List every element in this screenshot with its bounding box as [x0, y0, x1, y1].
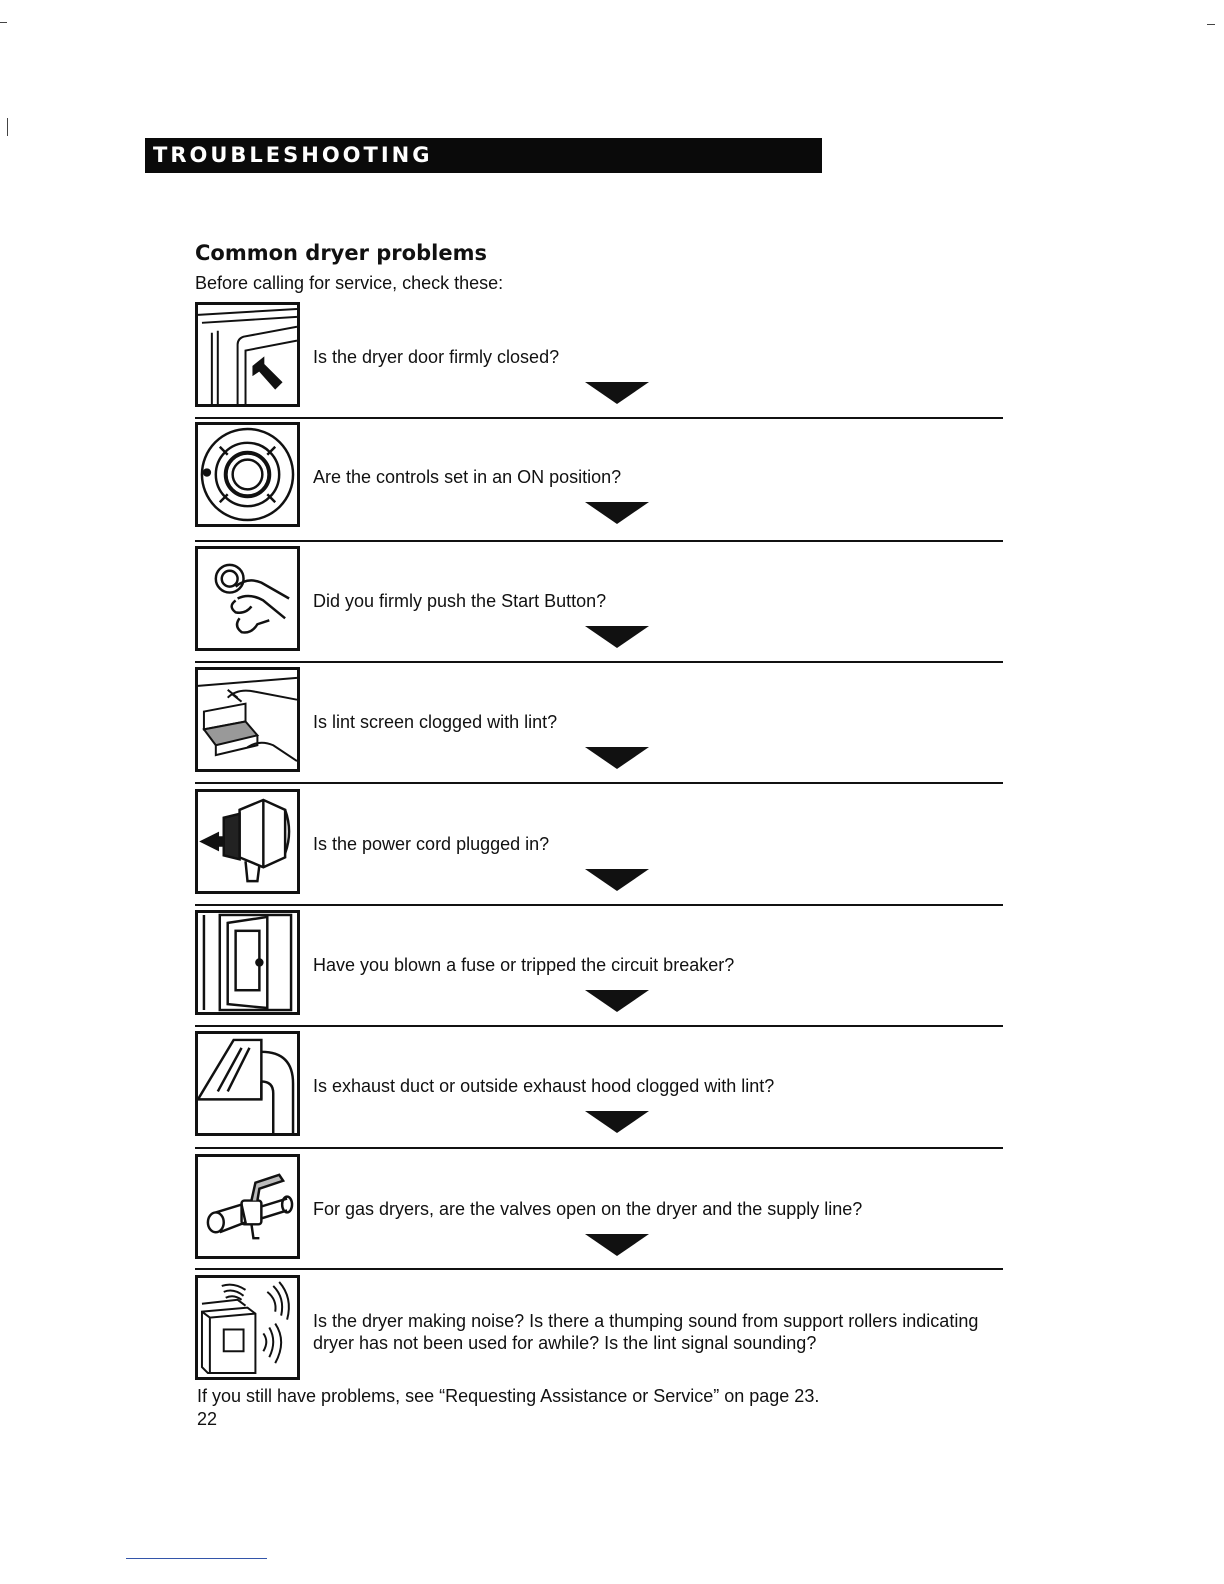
power-plug-icon	[195, 789, 300, 894]
check-question: Is the dryer door firmly closed?	[313, 347, 560, 367]
exhaust-hood-icon	[195, 1031, 300, 1136]
control-knob-icon	[195, 422, 300, 527]
down-arrow-icon	[585, 869, 649, 891]
down-arrow-icon	[585, 1234, 649, 1256]
check-question: Is lint screen clogged with lint?	[313, 712, 558, 732]
check-item-exhaust	[195, 1031, 1003, 1149]
dryer-noise-icon	[195, 1275, 300, 1380]
check-item-start-button	[195, 546, 1003, 663]
check-item-door	[195, 302, 1003, 419]
check-question: Is the power cord plugged in?	[313, 834, 550, 854]
page-subtitle: Before calling for service, check these:	[195, 273, 504, 293]
circuit-breaker-panel-icon	[195, 910, 300, 1015]
check-question: Have you blown a fuse or tripped the circuit breaker?	[313, 955, 735, 975]
down-arrow-icon	[585, 502, 649, 524]
scan-mark	[7, 118, 8, 136]
check-question: Are the controls set in an ON position?	[313, 467, 622, 487]
check-item-power-cord	[195, 789, 1003, 906]
down-arrow-icon	[585, 1111, 649, 1133]
check-question: Is the dryer making noise? Is there a thumping sound from support rollers indicating dryer has not been used for awhile? Is the lint signal sounding?	[313, 1311, 979, 1353]
check-item-noise	[195, 1275, 1003, 1381]
scan-line	[126, 1558, 267, 1559]
lint-screen-icon	[195, 667, 300, 772]
down-arrow-icon	[585, 747, 649, 769]
check-question: For gas dryers, are the valves open on the dryer and the supply line?	[313, 1199, 863, 1219]
gas-valve-icon	[195, 1154, 300, 1259]
check-question: Did you firmly push the Start Button?	[313, 591, 607, 611]
check-item-lint-screen	[195, 667, 1003, 784]
dryer-door-icon	[195, 302, 300, 407]
start-button-press-icon	[195, 546, 300, 651]
check-item-gas-valves	[195, 1154, 1003, 1270]
check-item-circuit-breaker	[195, 910, 1003, 1027]
check-item-controls	[195, 422, 1003, 542]
down-arrow-icon	[585, 626, 649, 648]
scan-mark	[1207, 24, 1215, 25]
down-arrow-icon	[585, 382, 649, 404]
scan-mark	[0, 22, 7, 23]
page-title: Common dryer problems	[195, 241, 487, 265]
section-banner: TROUBLESHOOTING	[145, 138, 822, 173]
footer-note: If you still have problems, see “Requesting Assistance or Service” on page 23.	[197, 1386, 820, 1406]
down-arrow-icon	[585, 990, 649, 1012]
check-question: Is exhaust duct or outside exhaust hood clogged with lint?	[313, 1076, 775, 1096]
page-number: 22	[197, 1409, 218, 1429]
